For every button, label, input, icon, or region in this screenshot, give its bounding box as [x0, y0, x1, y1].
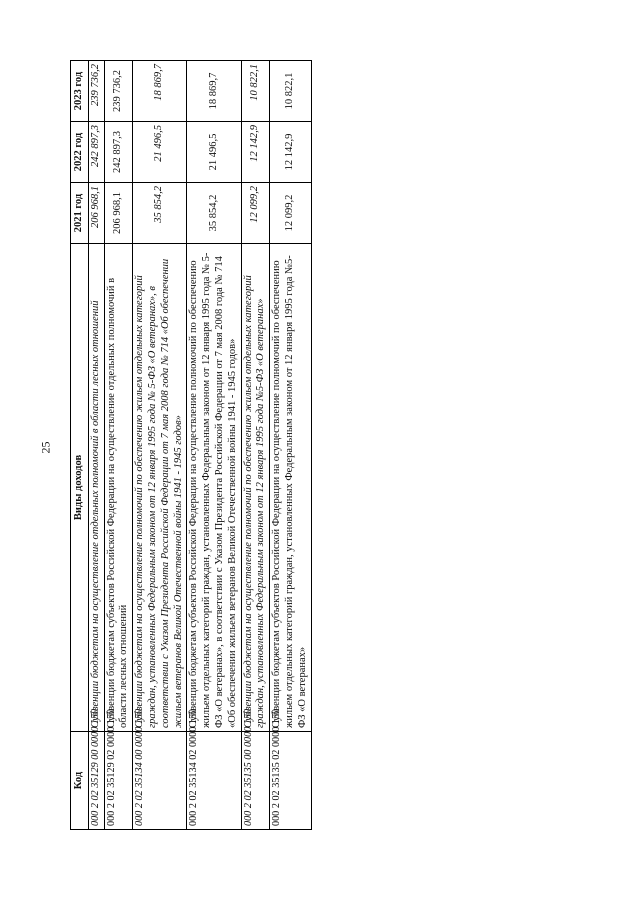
row-value-2023: 18 869,7 [187, 61, 241, 122]
row-value-2021: 12 099,2 [241, 183, 270, 244]
row-value-2023: 239 736,2 [88, 61, 104, 122]
row-value-2022: 242 897,3 [104, 122, 133, 183]
income-table [70, 60, 312, 830]
table-row [133, 61, 187, 830]
row-income-type: Субвенции бюджетам субъектов Российской Федерации на осуществление отдельных полномочий в области лесных отношений [104, 244, 133, 732]
header-2023: 2023 год [71, 61, 89, 122]
row-income-type: Субвенции бюджетам субъектов Российской Федерации на осуществление полномочий по обеспечению жильем отдельных категорий граждан, установленных Федеральным законом от 12 января 1995 года №5-ФЗ «О ветеранах» [270, 244, 311, 732]
row-value-2023: 10 822,1 [270, 61, 311, 122]
row-code: 000 2 02 35129 00 0000 150 [88, 732, 104, 830]
row-value-2021: 12 099,2 [270, 183, 311, 244]
row-value-2022: 12 142,9 [241, 122, 270, 183]
row-value-2021: 206 968,1 [104, 183, 133, 244]
row-code: 000 2 02 35134 02 0000 150 [187, 732, 241, 830]
row-code: 000 2 02 35129 02 0000 150 [104, 732, 133, 830]
row-value-2021: 206 968,1 [88, 183, 104, 244]
header-2022: 2022 год [71, 122, 89, 183]
row-code: 000 2 02 35134 00 0000 150 [133, 732, 187, 830]
row-value-2022: 21 496,5 [133, 122, 187, 183]
row-income-type: Субвенции бюджетам на осуществление полномочий по обеспечению жильем отдельных категорий граждан, установленных Федеральным законом от 12 января 1995 года №5-ФЗ «О ветеранах» [241, 244, 270, 732]
income-table-sheet [70, 60, 600, 830]
table-row [187, 61, 241, 830]
header-2021: 2021 год [71, 183, 89, 244]
table-row [270, 61, 311, 830]
table-header-row [71, 61, 89, 830]
row-code: 000 2 02 35135 02 0000 150 [270, 732, 311, 830]
row-value-2023: 239 736,2 [104, 61, 133, 122]
row-value-2022: 12 142,9 [270, 122, 311, 183]
row-value-2021: 35 854,2 [133, 183, 187, 244]
row-income-type: Субвенции бюджетам субъектов Российской Федерации на осуществление полномочий по обеспечению жильем отдельных категорий граждан, установленных Федеральным законом от 12 января 1995 года № 5-ФЗ «О ветеранах», в соответствии с Указом Президента Российской Федерации от 7 мая 2008 года № 714 «Об обеспечении жильем ветеранов Великой Отечественной войны 1941 - 1945 годов» [187, 244, 241, 732]
row-value-2023: 18 869,7 [133, 61, 187, 122]
table-row [88, 61, 104, 830]
header-income-type: Виды доходов [71, 244, 89, 732]
row-income-type: Субвенции бюджетам на осуществление отдельных полномочий в области лесных отношений [88, 244, 104, 732]
table-row [241, 61, 270, 830]
page-number: 25 [38, 441, 53, 454]
table-row [104, 61, 133, 830]
row-income-type: Субвенции бюджетам на осуществление полномочий по обеспечению жильем отдельных категорий граждан, установленных Федеральным законом от 12 января 1995 года № 5-ФЗ «О ветеранах», в соответствии с Указом Президента Российской Федерации от 7 мая 2008 года № 714 «Об обеспечении жильем ветеранов Великой Отечественной войны 1941 - 1945 годов» [133, 244, 187, 732]
row-value-2023: 10 822,1 [241, 61, 270, 122]
row-value-2021: 35 854,2 [187, 183, 241, 244]
header-code: Код [71, 732, 89, 830]
row-code: 000 2 02 35135 00 0000 150 [241, 732, 270, 830]
row-value-2022: 242 897,3 [88, 122, 104, 183]
row-value-2022: 21 496,5 [187, 122, 241, 183]
